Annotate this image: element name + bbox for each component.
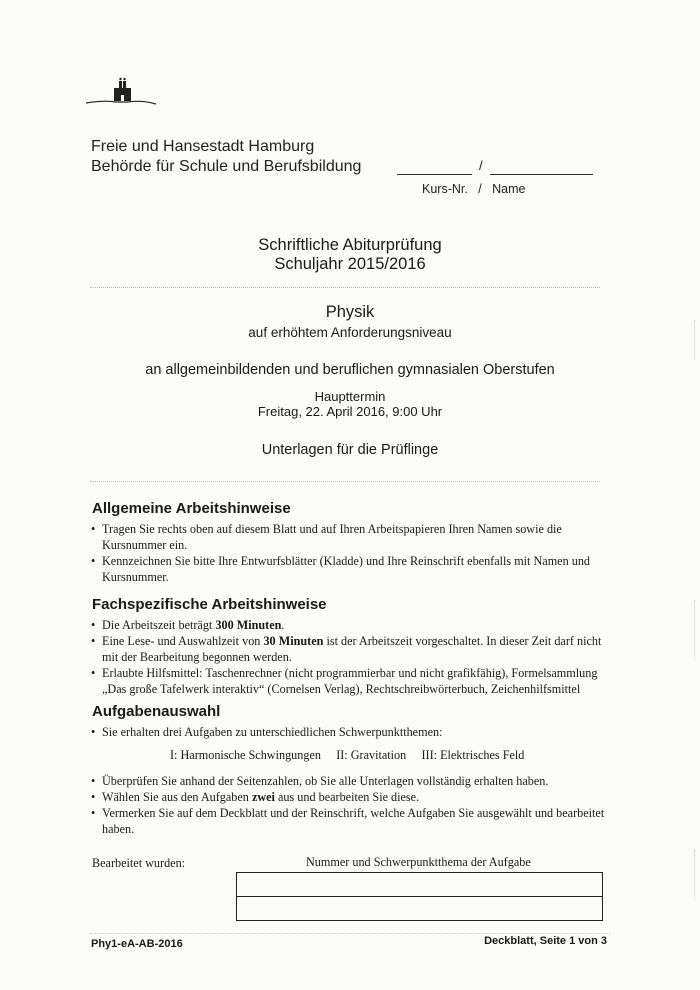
exam-title-line1: Schriftliche Abiturprüfung: [258, 236, 442, 254]
choose-value: zwei: [251, 790, 275, 804]
divider: [90, 287, 600, 288]
exam-term: Haupttermin: [314, 389, 386, 404]
exam-date-block: [0, 389, 700, 419]
school-types: an allgemeinbildenden und beruflichen gymnasialen Oberstufen: [145, 362, 555, 378]
general-list: [91, 521, 608, 585]
divider: [90, 481, 600, 482]
selection-list: [91, 773, 608, 837]
subject-level: auf erhöhtem Anforderungsniveau: [248, 325, 452, 340]
worked-label: Bearbeitet wurden:: [92, 856, 186, 870]
document-code: Phy1-eA-AB-2016: [91, 938, 183, 950]
row-divider: [237, 896, 602, 897]
time-value: 300 Minuten: [215, 618, 282, 632]
worked-column-header: Nummer und Schwerpunktthema der Aufgabe: [306, 855, 531, 869]
list-item: [91, 789, 608, 805]
list-item: • Überprüfen Sie anhand der Seitenzahlen, ob Sie alle Unterlagen vollständig erhalten haben.: [91, 773, 608, 789]
list-item: • Kennzeichnen Sie bitte Ihre Entwurfsblätter (Kladde) und Ihre Reinschrift ebenfalls mit Namen und Kursnummer.: [91, 553, 608, 585]
subject-title: Physik: [325, 303, 375, 321]
scan-artifact: [689, 850, 695, 900]
page-indicator: Deckblatt, Seite 1 von 3: [484, 935, 607, 947]
authority-department: Behörde für Schule und Berufsbildung: [91, 158, 362, 175]
exam-title-line2: Schuljahr 2015/2016: [274, 255, 426, 273]
list-item: • Sie erhalten drei Aufgaben zu unterschiedlichen Schwerpunktthemen:: [91, 724, 608, 740]
selection-intro-list: [91, 724, 608, 740]
choose-prefix: Wählen Sie aus den Aufgaben: [102, 790, 252, 804]
scan-artifact: [689, 320, 695, 360]
choose-suffix: aus und bearbeiten Sie diese.: [274, 790, 420, 804]
exam-title: [0, 236, 700, 274]
authority-block: [91, 137, 361, 177]
list-item: • Vermerken Sie auf dem Deckblatt und der Reinschrift, welche Aufgaben Sie ausgewählt und bearbeitet haben.: [91, 805, 608, 837]
reading-value: 30 Minuten: [263, 634, 324, 648]
list-item: [91, 617, 608, 633]
reading-suffix: ist der Arbeitszeit vorgeschaltet. In dieser Zeit darf nicht mit der Bearbeitung begonnen werden.: [102, 634, 602, 664]
topics-line: I: Harmonische Schwingungen II: Gravitation III: Elektrisches Feld: [170, 748, 525, 762]
exam-date: Freitag, 22. April 2016, 9:00 Uhr: [257, 404, 443, 419]
documents-title: Unterlagen für die Prüflinge: [261, 442, 439, 458]
footer-divider: [90, 933, 610, 934]
list-item: [91, 633, 608, 665]
selection-heading: Aufgabenauswahl: [92, 703, 221, 720]
authority-city: Freie und Hansestadt Hamburg: [91, 138, 315, 155]
time-suffix: .: [281, 618, 285, 632]
name-field[interactable]: [490, 174, 593, 175]
general-heading: Allgemeine Arbeitshinweise: [92, 500, 291, 517]
course-name-label: Kurs-Nr. / Name: [422, 182, 526, 196]
time-prefix: Die Arbeitszeit beträgt: [102, 618, 216, 632]
specific-list: [91, 617, 608, 697]
list-item: • Tragen Sie rechts oben auf diesem Blatt und auf Ihren Arbeitspapieren Ihren Namen sowie die Kursnummer ein.: [91, 521, 608, 553]
specific-heading: Fachspezifische Arbeitshinweise: [92, 596, 327, 613]
course-number-field[interactable]: [397, 174, 472, 175]
field-separator: /: [479, 158, 483, 173]
worked-tasks-table: [236, 872, 603, 921]
reading-prefix: Eine Lese- und Auswahlzeit von: [102, 634, 264, 648]
hamburg-castle-icon: [86, 76, 156, 110]
list-item: • Erlaubte Hilfsmittel: Taschenrechner (nicht programmierbar und nicht grafikfähig), Formelsammlung „Das große Tafelwerk interaktiv“ (Cornelsen Verlag), Rechtschreibwörterbuch, Zeichenhilfsmittel: [91, 665, 608, 697]
scan-artifact: [689, 600, 695, 660]
